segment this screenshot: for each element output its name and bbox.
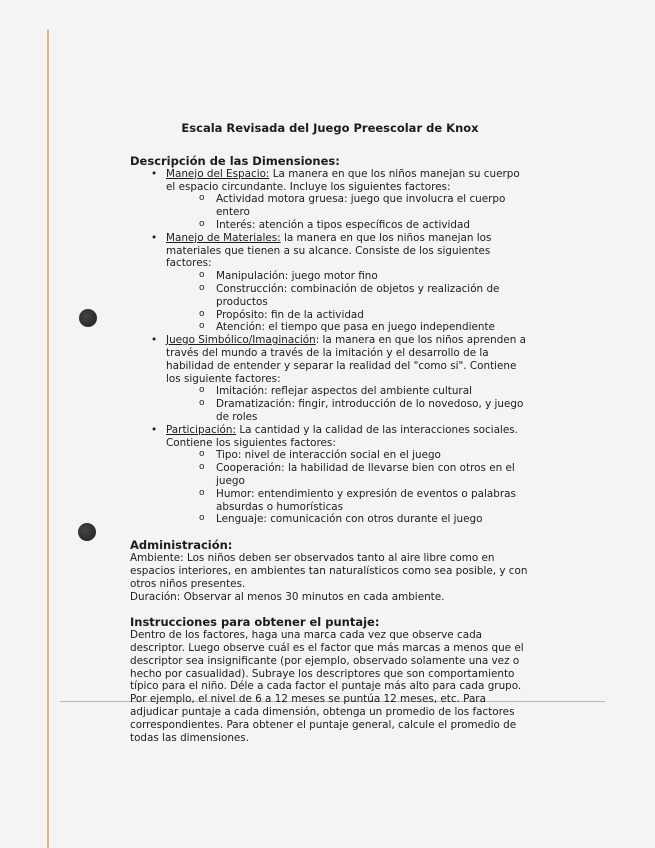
document-body (130, 122, 530, 744)
dimensions-heading: Descripción de las Dimensiones: (130, 153, 340, 168)
factor-item: o Lenguaje: comunicación con otros durante el juego (199, 513, 530, 526)
punch-hole (78, 523, 96, 541)
dimension-description: La cantidad y la calidad de las interacciones sociales. Contiene los siguientes factores: (166, 423, 518, 449)
factor-list (166, 193, 530, 231)
factor-item: o Interés: atención a tipos específicos de actividad (199, 219, 530, 232)
instructions-section (130, 616, 530, 744)
factor-item: o Tipo: nivel de interacción social en el juego (199, 449, 530, 462)
factor-item: o Dramatización: fingir, introducción de lo novedoso, y juego de roles (199, 398, 530, 424)
document-title: Escala Revisada del Juego Preescolar de Knox (181, 121, 479, 135)
factor-list (166, 449, 530, 526)
factor-item: o Cooperación: la habilidad de llevarse bien con otros en el juego (199, 462, 530, 488)
dimension-name: Juego Simbólico/Imaginación (166, 334, 316, 347)
factor-item: o Actividad motora gruesa: juego que involucra el cuerpo entero (199, 193, 530, 219)
dimensions-list (134, 168, 530, 526)
dimensions-section (130, 155, 530, 526)
dimension-item-simbolico (134, 334, 530, 424)
administration-duracion: Duración: Observar al menos 30 minutos en cada ambiente. (130, 590, 445, 603)
dimension-item-espacio (134, 168, 530, 232)
factor-item: o Atención: el tiempo que pasa en juego independiente (199, 321, 530, 334)
factor-item: o Manipulación: juego motor fino (199, 270, 530, 283)
instructions-text: Dentro de los factores, haga una marca cada vez que observe cada descriptor. Luego observe cuál es el factor que más marcas a menos que el descriptor sea insignificante (por ejemplo, observado solamente una vez o hecho por casualidad). Subraye los descriptores que son comportamiento típico para el niño. Déle a cada factor el puntaje más alto para cada grupo. Por ejemplo, el nivel de 6 a 12 meses se puntúa 12 meses, etc. Para adjudicar puntaje a cada dimensión, obtenga un promedio de los factores correspondientes. Para obtener el puntaje general, calcule el promedio de todas las dimensiones. (130, 629, 524, 744)
factor-item: o Propósito: fin de la actividad (199, 309, 530, 322)
dimension-description: La manera en que los niños manejan su cuerpo el espacio circundante. Incluye los siguientes factores: (166, 167, 520, 193)
dimension-name: Participación: (166, 423, 237, 436)
instructions-heading: Instrucciones para obtener el puntaje: (130, 615, 380, 630)
punch-hole (79, 309, 97, 327)
dimension-name: Manejo del Espacio: (166, 167, 270, 180)
administration-section (130, 539, 530, 603)
factor-list (166, 270, 530, 334)
dimension-name: Manejo de Materiales: (166, 231, 281, 244)
dimension-item-materiales (134, 232, 530, 334)
factor-item: o Construcción: combinación de objetos y realización de productos (199, 283, 530, 309)
dimension-description: : la manera en que los niños aprenden a través del mundo a través de la imitación y el desarrollo de la habilidad de entender y separar la realidad del "como si". Contiene los siguiente factores: (166, 334, 526, 385)
factor-item: o Humor: entendimiento y expresión de eventos o palabras absurdas o humorísticas (199, 488, 530, 514)
dimension-description: la manera en que los niños manejan los materiales que tienen a su alcance. Consiste de los siguientes factores: (166, 231, 492, 270)
factor-item: o Imitación: reflejar aspectos del ambiente cultural (199, 385, 530, 398)
page-left-edge (47, 30, 49, 848)
administration-ambiente: Ambiente: Los niños deben ser observados tanto al aire libre como en espacios interiores, en ambientes tan naturalísticos como sea posible, y con otros niños presentes. (130, 552, 528, 590)
administration-heading: Administración: (130, 538, 233, 553)
dimension-item-participacion (134, 424, 530, 526)
factor-list (166, 385, 530, 423)
